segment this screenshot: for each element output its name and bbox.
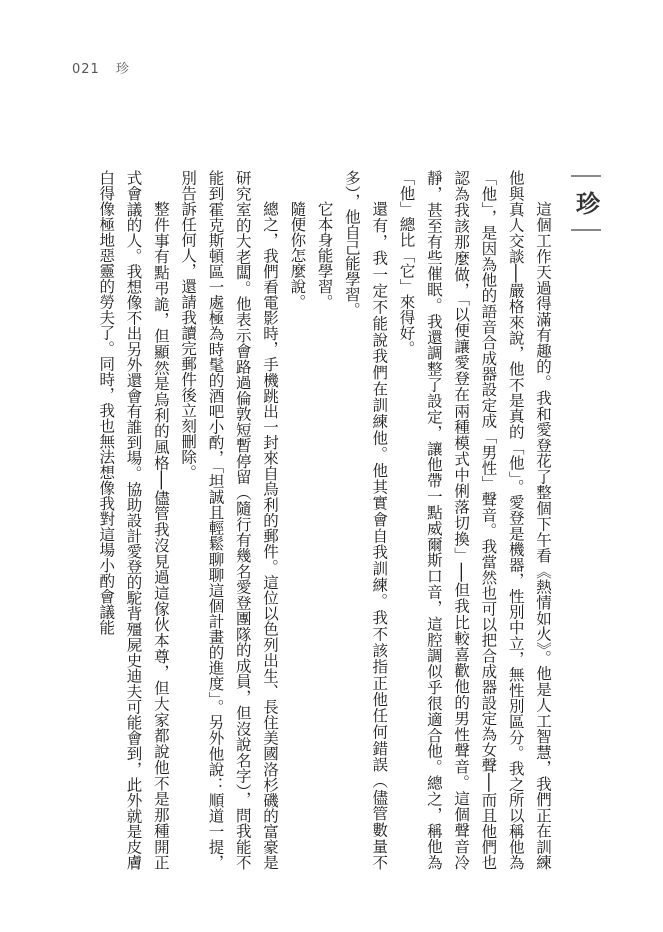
paragraph: 還有，我一定不能說我們在訓練他。他其實會自我訓練。我不該指正他任何錯誤（儘管數量不多），他自己能學習。 (342, 170, 389, 870)
paragraph: 隨便你怎麼說。 (288, 201, 307, 310)
page-number: 021 (72, 62, 100, 77)
paragraph: 它本身能學習。 (315, 201, 334, 310)
running-head (72, 58, 130, 77)
running-title: 珍 (115, 62, 130, 77)
paragraph: 整件事有點弔詭，但顯然是烏利的風格──儘管我沒見過這傢伙本尊，但大家都說他不是那種開正式會議的人。我想像不出另外還會有誰到場。協助設計愛登的駝背殭屍史迪夫可能會到，此外就是皮膚白得像極地惡靈的勞夫了。同時，我也無法想像我對這場小酌會議能 (97, 170, 170, 870)
paragraph: 總之，我們看電影時，手機跳出一封來自烏利的郵件。這位以色列出生、長住美國洛杉磯的富豪是研究室的大老闆。他表示會路過倫敦短暫停留（隨行有幾名愛登團隊的成員，但沒說名字），問我能不能到霍克斯頓區一處極為時髦的酒吧小酌，「坦誠且輕鬆聊聊這個計畫的進度」。另外他說：順道一提，別告訴任何人，還請我讀完郵件後立刻刪除。 (179, 170, 280, 870)
chapter-rule-top (571, 175, 601, 177)
body-text (68, 170, 556, 870)
chapter-heading-block (570, 175, 602, 231)
paragraph: 這個工作天過得滿有趣的。我和愛登花了整個下午看《熱情如火》。他是人工智慧，我們正在訓練他與真人交談──嚴格來說，他不是真的「他」。愛登是機器，性別中立，無性別區分。我之所以稱他為「他」，是因為他的語音合成器設定成「男性」聲音。我當然也可以把合成器設定為女聲──而且他們也認為我該那麼做，「以便讓愛登在兩種模式中俐落切換」──但我比較喜歡他的男性聲音。這個聲音冷靜，甚至有些催眠。我還調整了設定，讓他帶一點威爾斯口音，這腔調似乎很適合他。總之，稱他為「他」總比「它」來得好。 (397, 170, 552, 870)
chapter-title: 珍 (571, 191, 601, 215)
chapter-rule-bottom (571, 229, 601, 231)
